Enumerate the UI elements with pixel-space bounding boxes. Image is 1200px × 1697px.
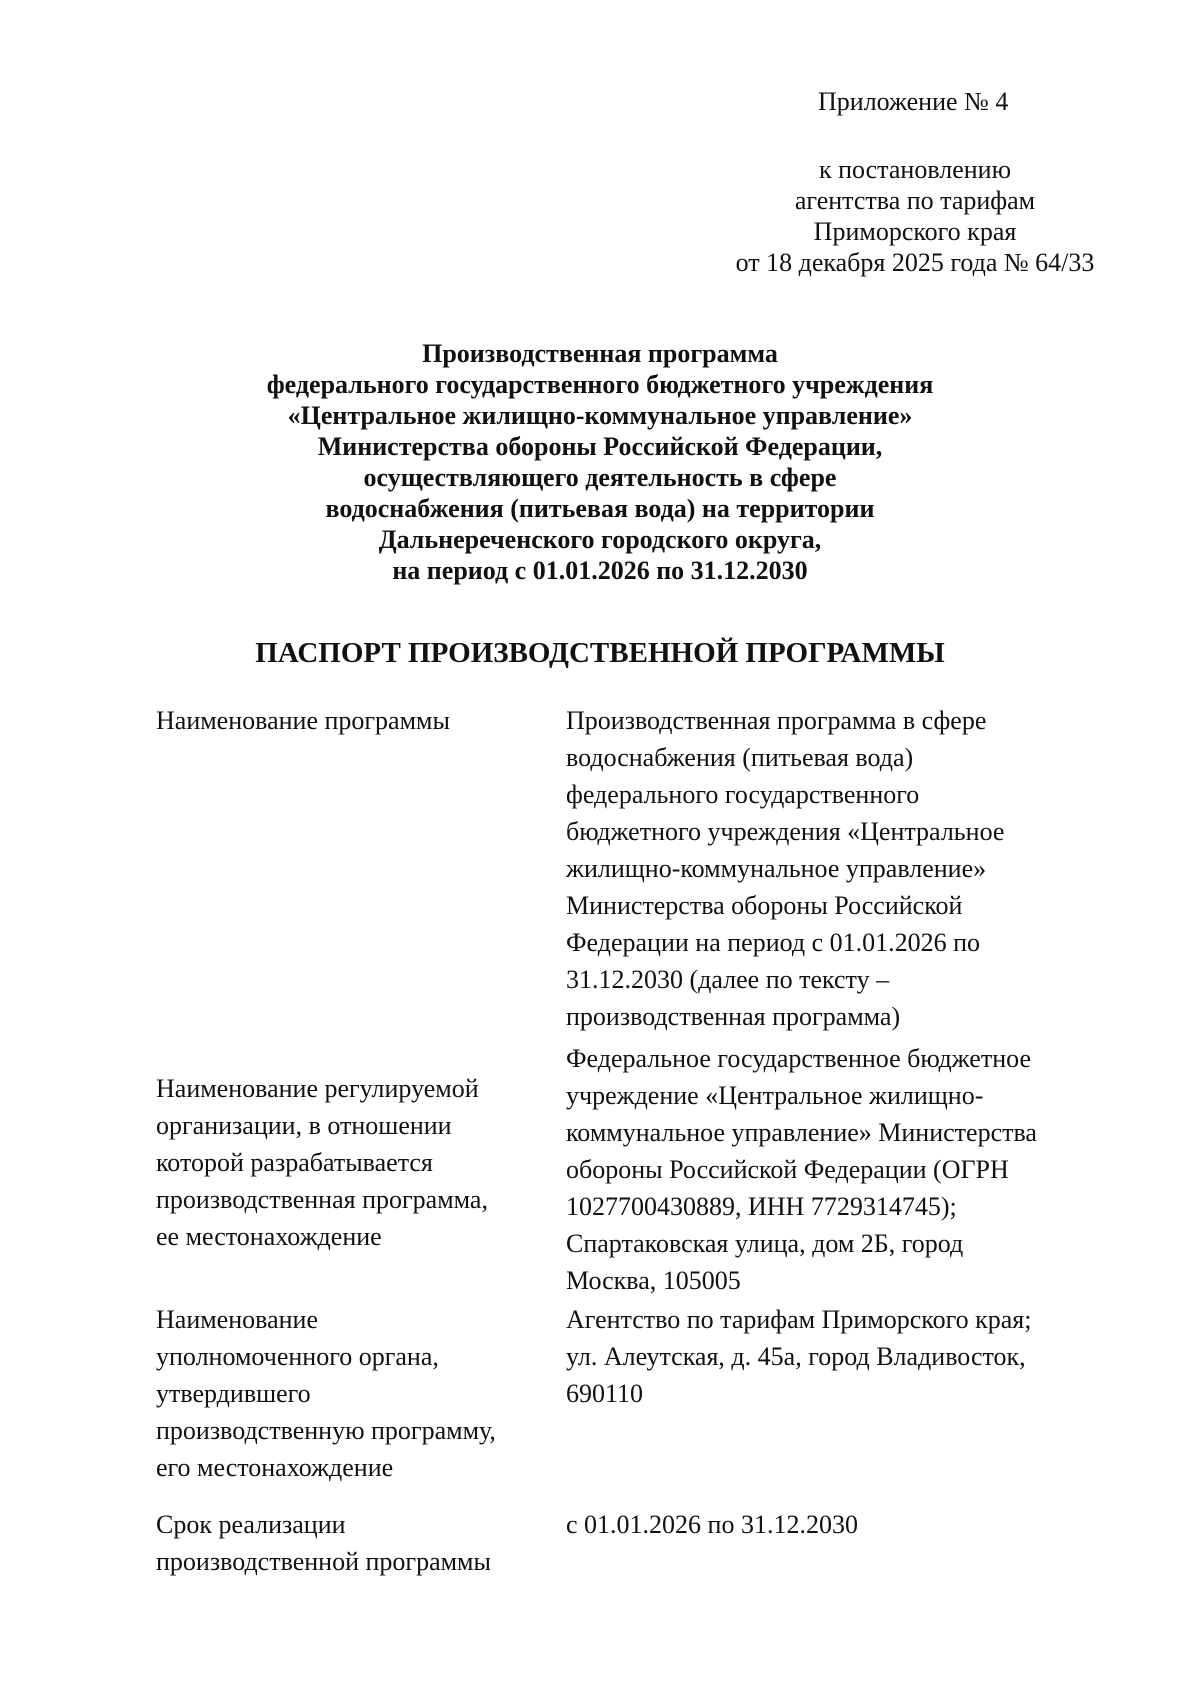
label-line: производственной программы [156,1547,491,1576]
resolution-line: от 18 декабря 2025 года № 64/33 [735,248,1095,277]
program-title [200,338,1000,586]
passport-row-value [566,1506,1086,1543]
value-line: 1027700430889, ИНН 7729314745); [566,1192,957,1221]
value-line: Агентство по тарифам Приморского края; [566,1305,1032,1334]
program-title-line: Дальнереченского городского округа, [378,525,822,554]
passport-row-label [156,702,536,739]
passport-row-value [566,1040,1086,1299]
program-title-line: федерального государственного бюджетного учреждения [266,370,934,399]
passport-row-label [156,1070,536,1255]
program-title-line: осуществляющего деятельность в сфере [363,463,837,492]
resolution-line: к постановлению [818,155,1012,184]
resolution-line: агентства по тарифам [794,186,1036,215]
resolution-line: Приморского края [813,217,1017,246]
label-line: ее местонахождение [156,1222,382,1251]
label-line: Наименование [156,1305,318,1334]
value-line: Спартаковская улица, дом 2Б, город [566,1229,964,1258]
value-line: бюджетного учреждения «Центральное [566,817,1005,846]
passport-row-label [156,1506,536,1580]
passport-row-value [566,702,1086,1035]
label-line: организации, в отношении [156,1111,452,1140]
value-line: с 01.01.2026 по 31.12.2030 [566,1510,858,1539]
program-title-line: Министерства обороны Российской Федерации, [317,432,883,461]
label-line: производственную программу, [156,1416,496,1445]
value-line: ул. Алеутская, д. 45а, город Владивосток, [566,1342,1026,1371]
appendix-number: Приложение № 4 [818,87,1009,116]
label-line: утвердившего [156,1379,311,1408]
value-line: водоснабжения (питьевая вода) [566,743,914,772]
resolution-reference [705,154,1125,278]
value-line: Москва, 105005 [566,1266,741,1295]
label-line: уполномоченного органа, [156,1342,439,1371]
passport-row-value [566,1301,1086,1412]
value-line: Федерации на период с 01.01.2026 по [566,928,981,957]
passport-heading: ПАСПОРТ ПРОИЗВОДСТВЕННОЙ ПРОГРАММЫ [255,637,945,669]
label-line: Наименование регулируемой [156,1074,479,1103]
value-line: Производственная программа в сфере [566,706,987,735]
label-line: его местонахождение [156,1453,394,1482]
program-title-line: водоснабжения (питьевая вода) на территории [325,494,875,523]
value-line: обороны Российской Федерации (ОГРН [566,1155,1009,1184]
value-line: Федеральное государственное бюджетное [566,1044,1031,1073]
value-line: 31.12.2030 (далее по тексту – [566,965,890,994]
value-line: коммунальное управление» Министерства [566,1118,1037,1147]
value-line: производственная программа) [566,1002,901,1031]
program-title-line: «Центральное жилищно-коммунальное управление» [287,401,913,430]
label-line: Наименование программы [156,706,450,735]
label-line: которой разрабатывается [156,1148,433,1177]
value-line: учреждение «Центральное жилищно- [566,1081,984,1110]
value-line: Министерства обороны Российской [566,891,963,920]
label-line: производственная программа, [156,1185,488,1214]
value-line: жилищно-коммунальное управление» [566,854,987,883]
value-line: федерального государственного [566,780,920,809]
program-title-line: Производственная программа [422,339,778,368]
passport-row-label [156,1301,536,1486]
value-line: 690110 [566,1379,644,1408]
program-title-line: на период с 01.01.2026 по 31.12.2030 [392,556,808,585]
label-line: Срок реализации [156,1510,346,1539]
